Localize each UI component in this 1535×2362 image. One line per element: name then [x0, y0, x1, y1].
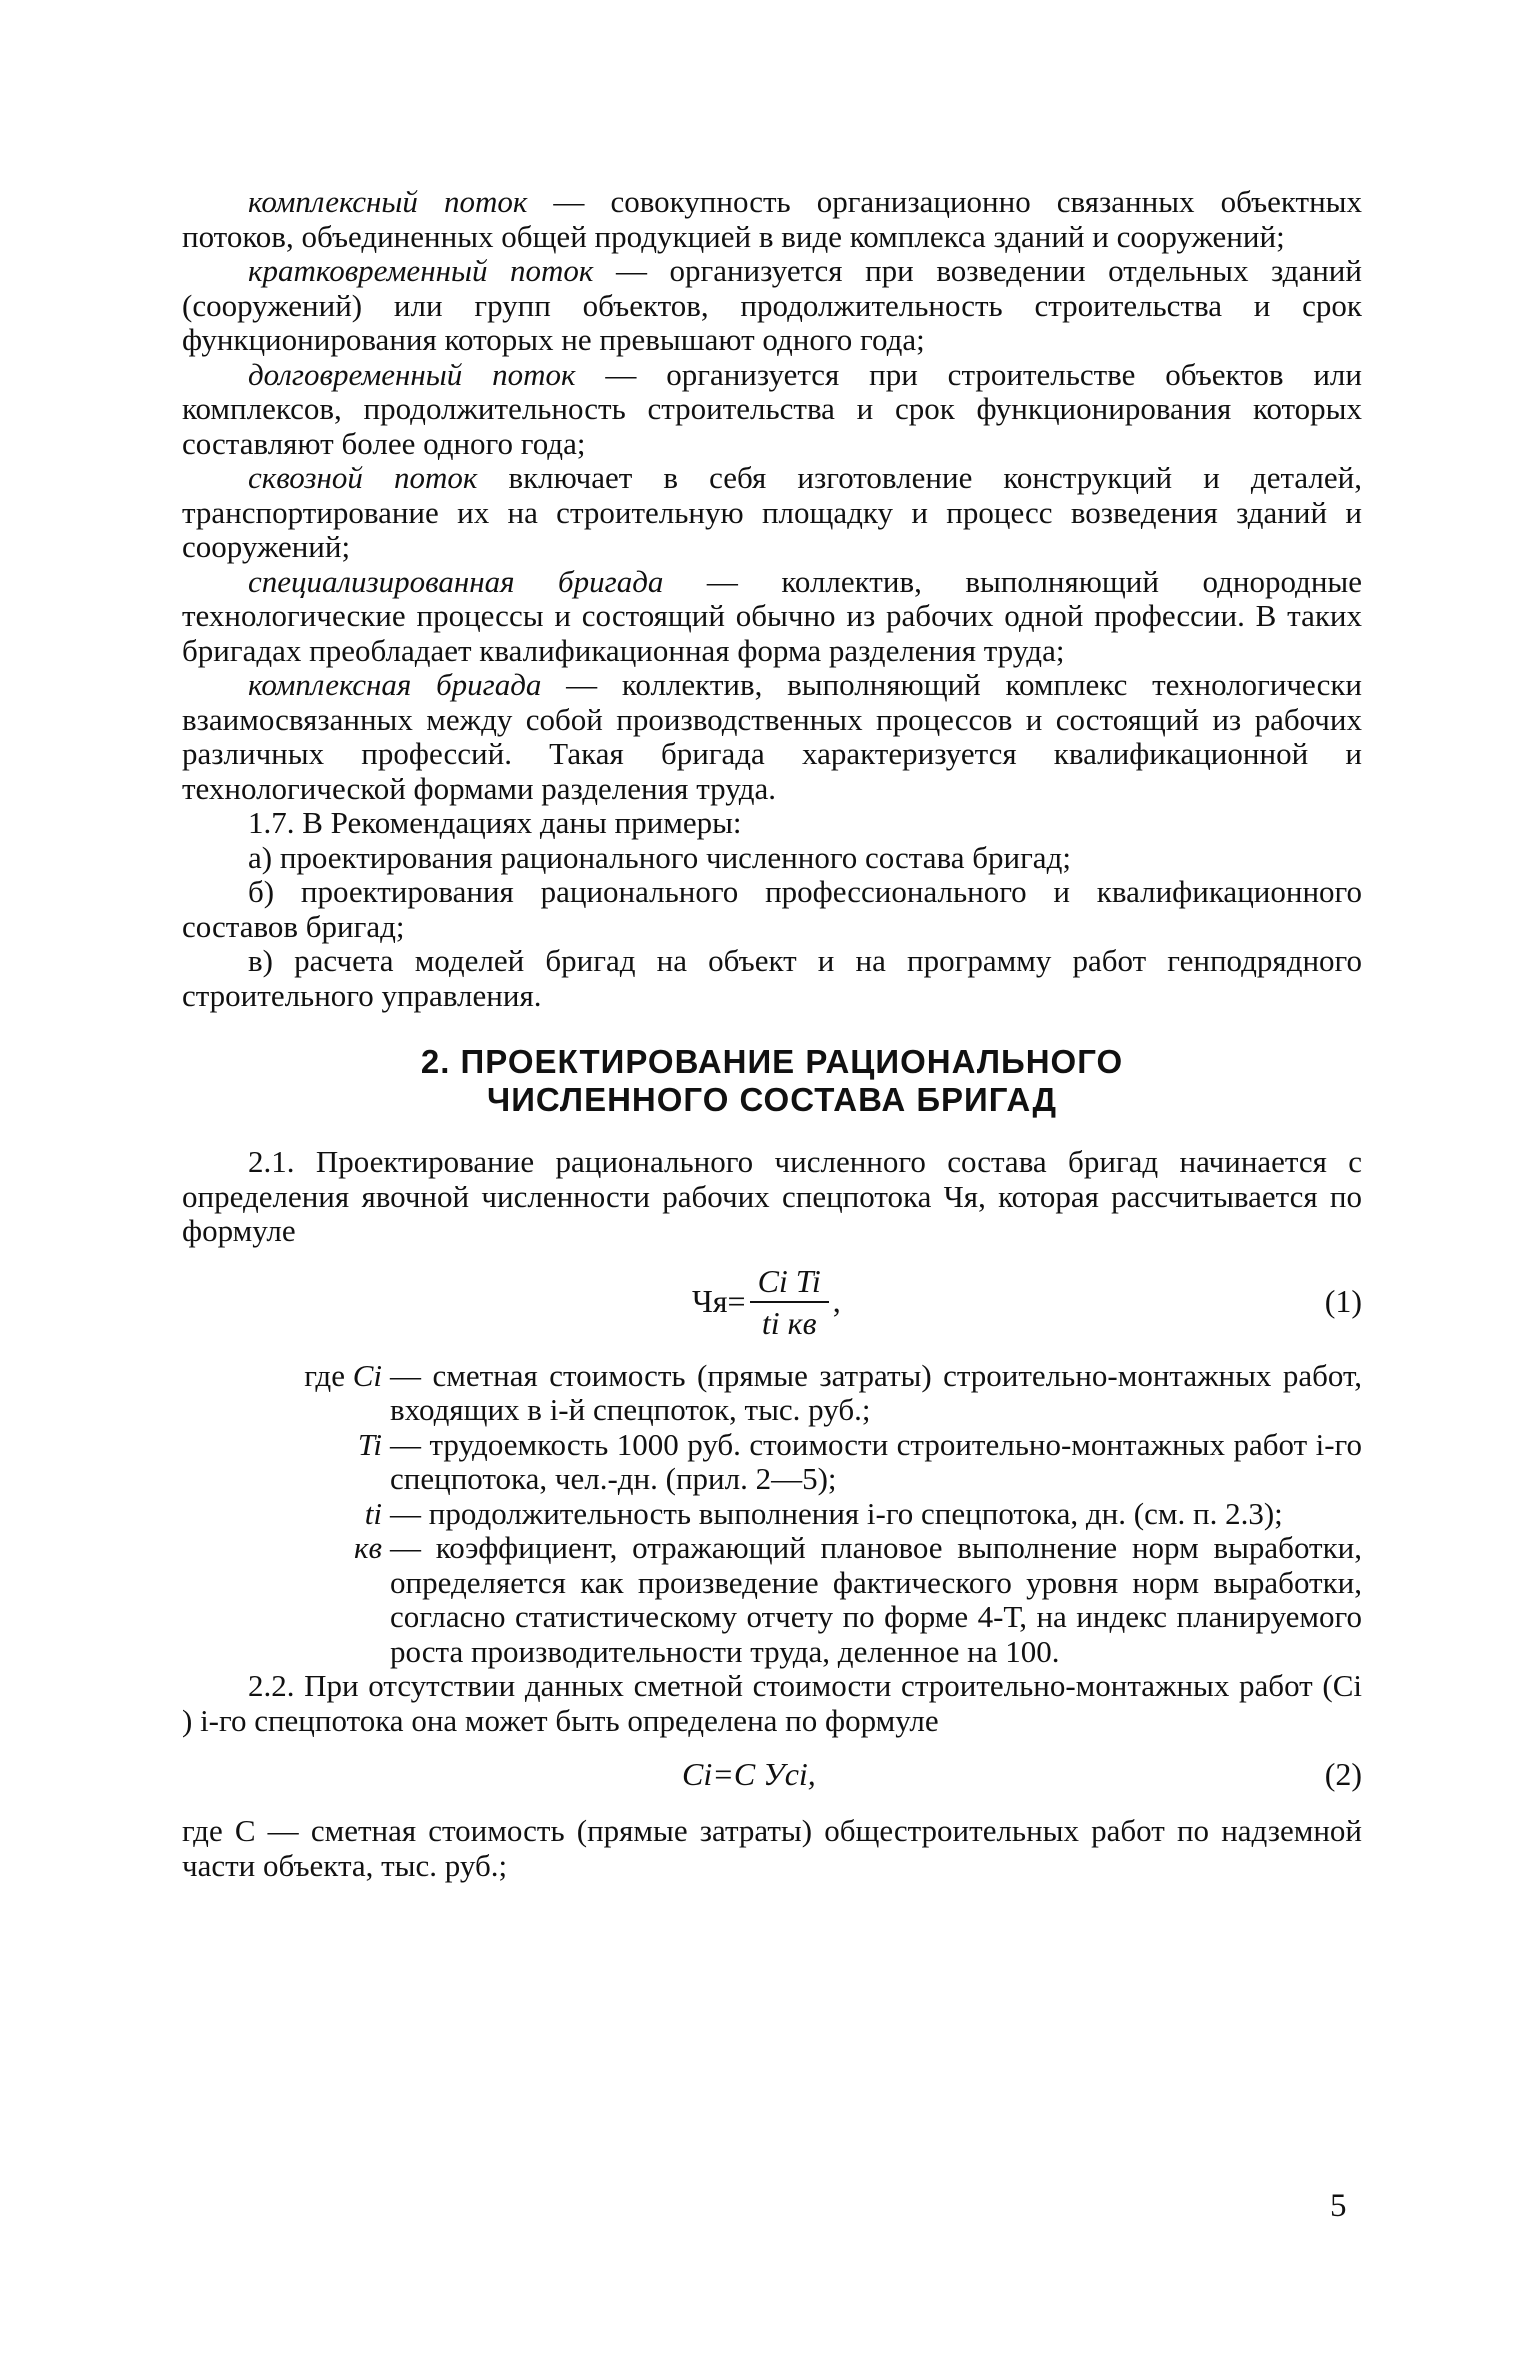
formula-1: [182, 1255, 1362, 1355]
denominator: ti кв: [761, 1304, 817, 1341]
formula-2-expression: Ci=C Уci,: [682, 1756, 816, 1792]
item-1-7-lead: 1.7. В Рекомендациях даны примеры:: [248, 805, 742, 840]
paragraph-specialized-brigade: специализированная бригада — коллектив, выполняющий однородные технологические процессы и состоящий обычно из рабочих одной профессии. В таких бригадах преобладает квалификационная форма разделения труда;: [182, 563, 1362, 668]
item-1-7-b: б) проектирования рационального профессионального и квалификационного составов бригад;: [182, 874, 1362, 944]
definition-c: где C — сметная стоимость (прямые затраты) общестроительных работ по надземной части объекта, тыс. руб.;: [182, 1813, 1362, 1883]
term: долговременный поток: [248, 356, 576, 392]
item-1-7-c: в) расчета моделей бригад на объект и на программу работ генподрядного строительного управления.: [182, 943, 1362, 1013]
definitions-formula-1: [182, 1359, 1362, 1670]
paragraph-complex-flow: комплексный поток — совокупность организационно связанных объектных потоков, объединенных общей продукцией в виде комплекса зданий и сооружений;: [182, 184, 1362, 254]
definition-row: где Ci — сметная стоимость (прямые затраты) строительно-монтажных работ, входящих в i-й спецпоток, тыс. руб.;: [304, 1357, 1362, 1427]
definition-row: ti — продолжительность выполнения i-го спецпотока, дн. (см. п. 2.3);: [364, 1495, 1283, 1531]
section-heading: 2. ПРОЕКТИРОВАНИЕ РАЦИОНАЛЬНОГО ЧИСЛЕННОГО СОСТАВА БРИГАД: [420, 1043, 1124, 1118]
term: комплексная бригада: [248, 667, 542, 702]
paragraph-through-flow: сквозной поток включает в себя изготовление конструкций и деталей, транспортирование их на строительную площадку и процесс возведения зданий и сооружений;: [182, 460, 1362, 564]
term: комплексный поток: [248, 184, 528, 219]
numerator: Ci Ti: [750, 1261, 829, 1303]
term: сквозной поток: [248, 460, 478, 495]
paragraph-complex-brigade: комплексная бригада — коллектив, выполняющий комплекс технологически взаимосвязанных между собой производственных процессов и состоящий из рабочих различных профессий. Такая бригада характеризуется квалификационной и технологической формами разделения труда.: [182, 667, 1362, 806]
equation-number: (2): [1324, 1756, 1362, 1792]
definition-row: кв — коэффициент, отражающий плановое выполнение норм выработки, определяется как произведение фактического уровня норм выработки, согласно статистическому отчету по форме 4-Т, на индекс планируемого роста производительности труда, деленное на 100.: [354, 1530, 1362, 1669]
formula-1-expression: Чя= $\frac{\text{Ci Ti}}{\text{ti кв}}$ ,: [692, 1262, 841, 1341]
fraction: [750, 1261, 829, 1343]
paragraph-2-2: 2.2. При отсутствии данных сметной стоимости строительно-монтажных работ (Ci ) i-го спецпотока она может быть определена по формуле: [182, 1668, 1362, 1738]
formula-2: [182, 1748, 1362, 1814]
page-number: 5: [1330, 2188, 1347, 2224]
equation-number: (1): [1324, 1282, 1362, 1319]
paragraph-short-flow: кратковременный поток — организуется при возведении отдельных зданий (сооружений) или групп объектов, продолжительность строительства и срок функционирования которых не превышают одного года;: [182, 253, 1362, 357]
term: кратковременный поток: [248, 253, 594, 288]
paragraph-2-1: 2.1. Проектирование рационального численного состава бригад начинается с определения явочной численности рабочих спецпотока Чя, которая рассчитывается по формуле: [182, 1144, 1362, 1248]
definition-row: Ti — трудоемкость 1000 руб. стоимости строительно-монтажных работ i-го спецпотока, чел.-дн. (прил. 2—5);: [357, 1426, 1362, 1496]
paragraph-long-flow: долговременный поток — организуется при строительстве объектов или комплексов, продолжительность строительства и срок функционирования которых составляют более одного года;: [182, 356, 1362, 461]
item-1-7-a: а) проектирования рационального численного состава бригад;: [248, 839, 1071, 875]
page-body: [182, 185, 1362, 1883]
term: специализированная бригада: [248, 563, 664, 599]
